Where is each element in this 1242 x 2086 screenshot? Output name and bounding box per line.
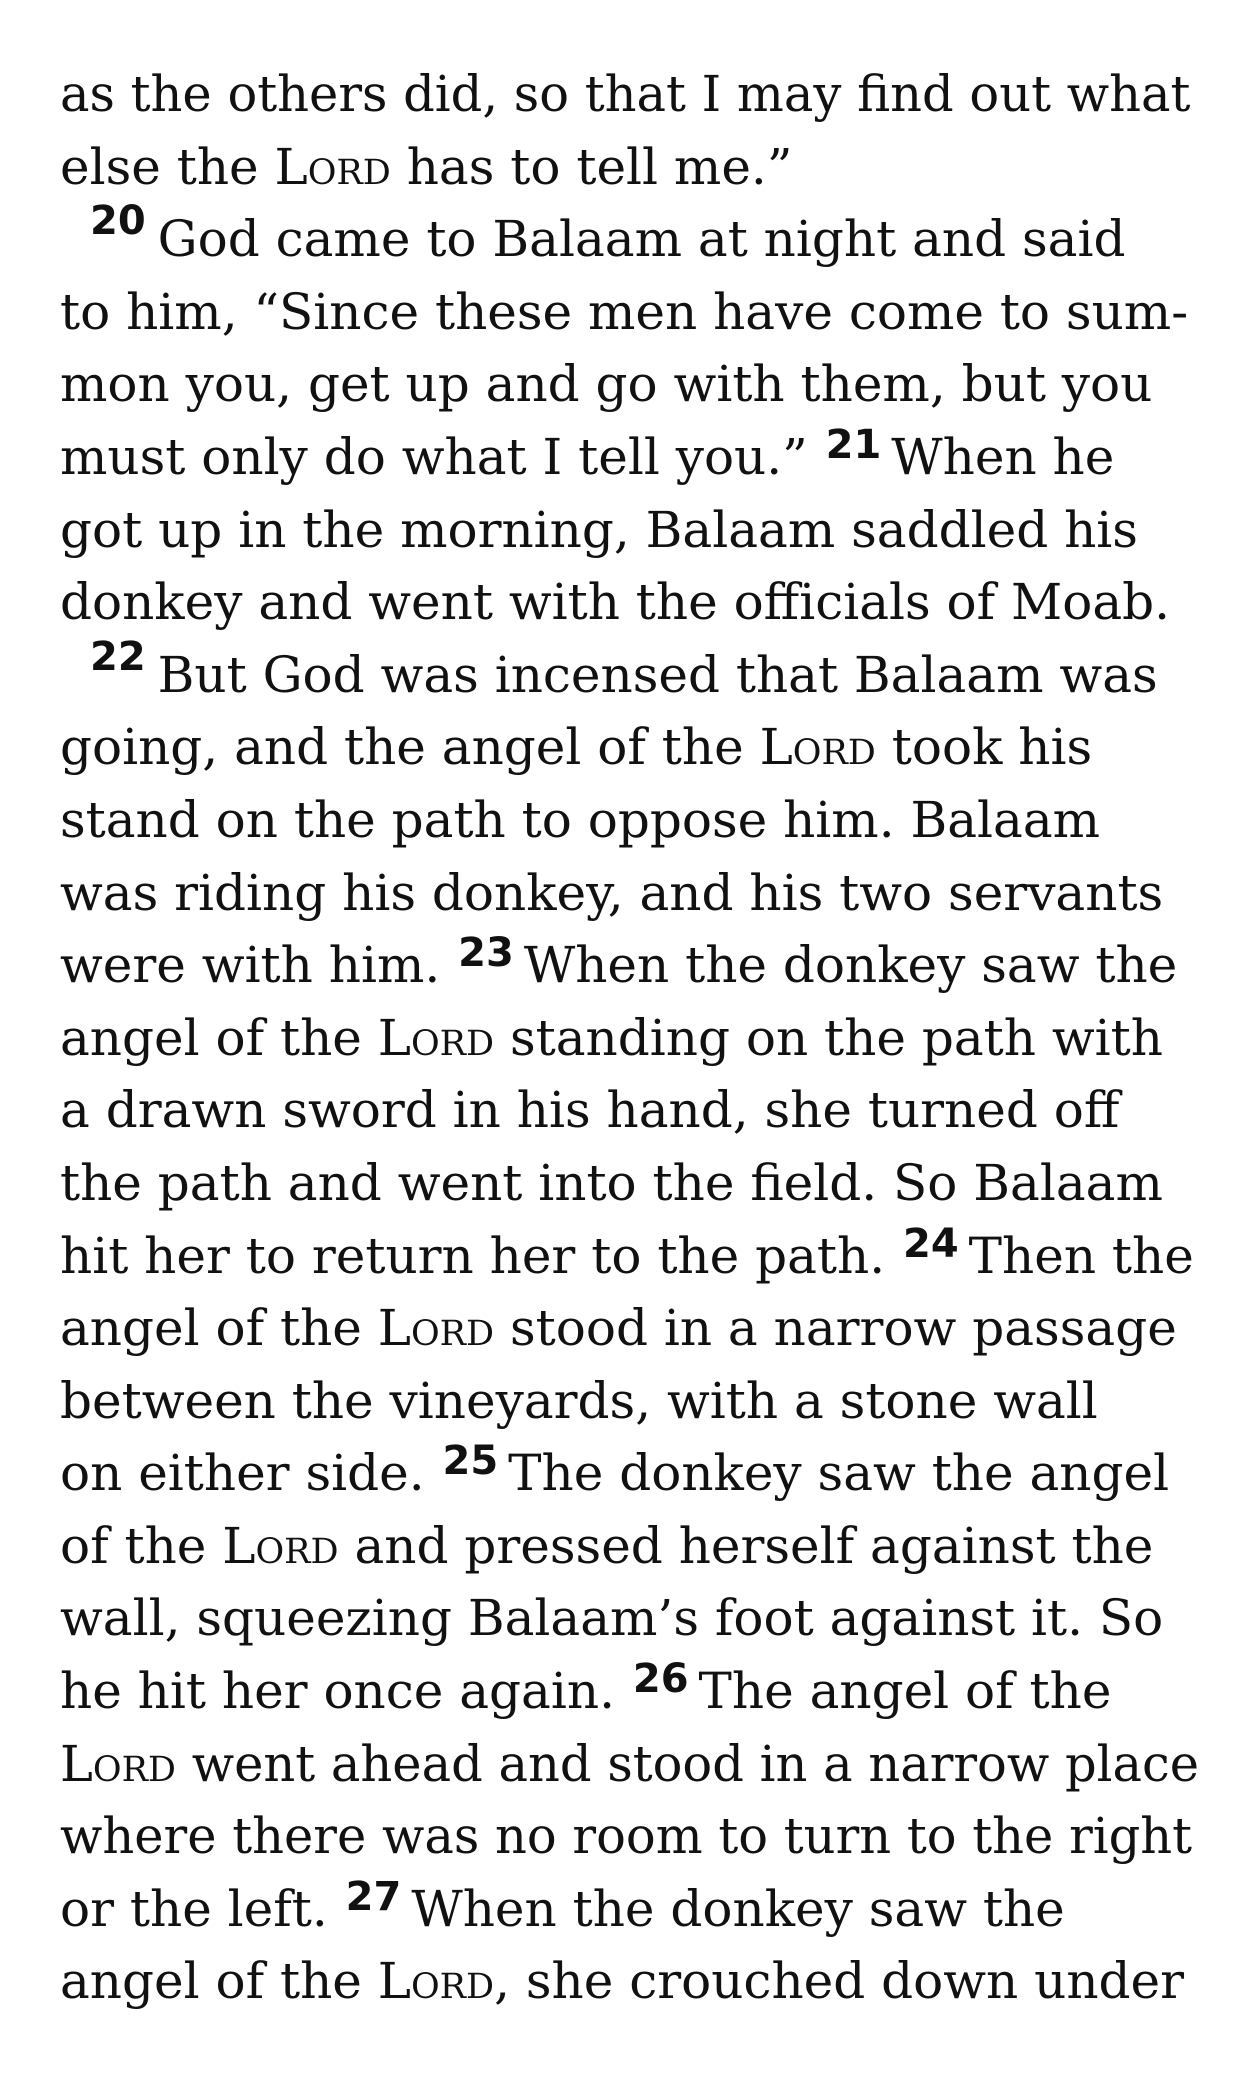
verse-text: But God was incensed that Balaam was (157, 645, 1158, 704)
text-line (60, 784, 1200, 857)
verse-text: angel of the (60, 1952, 378, 2011)
verse-text: , she crouched down under (494, 1952, 1185, 2011)
text-line (60, 1945, 1200, 2018)
verse-text: was riding his donkey, and his two servants (60, 863, 1164, 922)
verse-text: When the donkey saw the (411, 1879, 1065, 1938)
divine-name: Lord (759, 718, 876, 777)
verse-number: 22 (90, 633, 146, 680)
text-line (60, 276, 1200, 349)
verse-text: God came to Balaam at night and said (157, 210, 1126, 269)
text-line (60, 1582, 1200, 1655)
text-line (60, 348, 1200, 421)
text-line (60, 1873, 1200, 1946)
text-line (60, 929, 1200, 1002)
verse-text: else the (60, 137, 275, 196)
text-line (60, 1800, 1200, 1873)
verse-number: 21 (825, 421, 882, 468)
divine-name: Lord (377, 1299, 495, 1358)
text-line (60, 711, 1200, 784)
verse-text: stand on the path to oppose him. Balaam (60, 790, 1101, 849)
text-line (60, 421, 1200, 494)
verse-number: 26 (632, 1656, 689, 1703)
divine-name: Lord (274, 137, 391, 196)
verse-text: of the (60, 1516, 223, 1575)
verse-text: going, and the angel of the (60, 718, 760, 777)
verse-text: hit her to return her to the path. (60, 1226, 901, 1285)
text-line (60, 1728, 1200, 1801)
verse-text: took his (875, 718, 1093, 777)
verse-text: were with him. (60, 936, 457, 995)
verse-number: 23 (458, 930, 514, 977)
text-line (60, 1002, 1200, 1075)
divine-name: Lord (222, 1516, 339, 1575)
text-line (60, 1074, 1200, 1147)
verse-text: angel of the (60, 1299, 378, 1358)
verse-text: mon you, get up and go with them, but you (60, 355, 1153, 414)
verse-number: 20 (90, 198, 146, 245)
verse-number: 27 (345, 1873, 402, 1920)
verse-text: between the vineyards, with a stone wall (60, 1371, 1098, 1430)
verse-text: he hit her once again. (60, 1662, 631, 1721)
verse-text: where there was no room to turn to the right (60, 1807, 1193, 1866)
verse-text: The donkey saw the angel (508, 1444, 1170, 1503)
verse-text: went ahead and stood in a narrow place (175, 1734, 1200, 1793)
verse-number: 25 (442, 1438, 499, 1485)
text-line (60, 1437, 1200, 1510)
verse-text: or the left. (60, 1879, 344, 1938)
verse-text: a drawn sword in his hand, she turned off (60, 1081, 1120, 1140)
verse-text: has to tell me.” (390, 137, 793, 196)
divine-name: Lord (377, 1008, 495, 1067)
verse-text: stood in a narrow passage (494, 1299, 1177, 1358)
text-line (60, 131, 1200, 204)
verse-text: wall, squeezing Balaam’s foot against it. So (60, 1589, 1164, 1648)
text-line (60, 1147, 1200, 1220)
verse-text: Then the (968, 1226, 1194, 1285)
verse-text: donkey and went with the officials of Moab. (60, 573, 1171, 632)
text-line (60, 494, 1200, 567)
text-line (60, 1365, 1200, 1438)
verse-text: the path and went into the field. So Balaam (60, 1153, 1163, 1212)
verse-text: When he (891, 427, 1115, 486)
verse-text: must only do what I tell you.” (60, 427, 824, 486)
text-line (60, 1510, 1200, 1583)
verse-text: on either side. (60, 1444, 441, 1503)
text-line (60, 633, 1200, 712)
divine-name: Lord (377, 1952, 495, 2011)
text-line (60, 198, 1200, 276)
verse-number: 24 (903, 1220, 959, 1267)
text-line (60, 58, 1200, 131)
text-line (60, 857, 1200, 930)
verse-text: got up in the morning, Balaam saddled his (60, 500, 1138, 559)
verse-text: and pressed herself against the (338, 1516, 1154, 1575)
scripture-page (60, 58, 1200, 2018)
verse-text: angel of the (60, 1008, 378, 1067)
divine-name: Lord (60, 1734, 176, 1793)
verse-text: to him, “Since these men have come to sum- (60, 282, 1189, 341)
text-line (60, 1655, 1200, 1728)
verse-text: When the donkey saw the (523, 936, 1178, 995)
text-line (60, 566, 1200, 639)
text-line (60, 1220, 1200, 1293)
verse-text: as the others did, so that I may find out what (60, 65, 1191, 123)
verse-text: The angel of the (698, 1662, 1112, 1721)
text-line (60, 1292, 1200, 1365)
verse-text: standing on the path with (494, 1008, 1163, 1067)
